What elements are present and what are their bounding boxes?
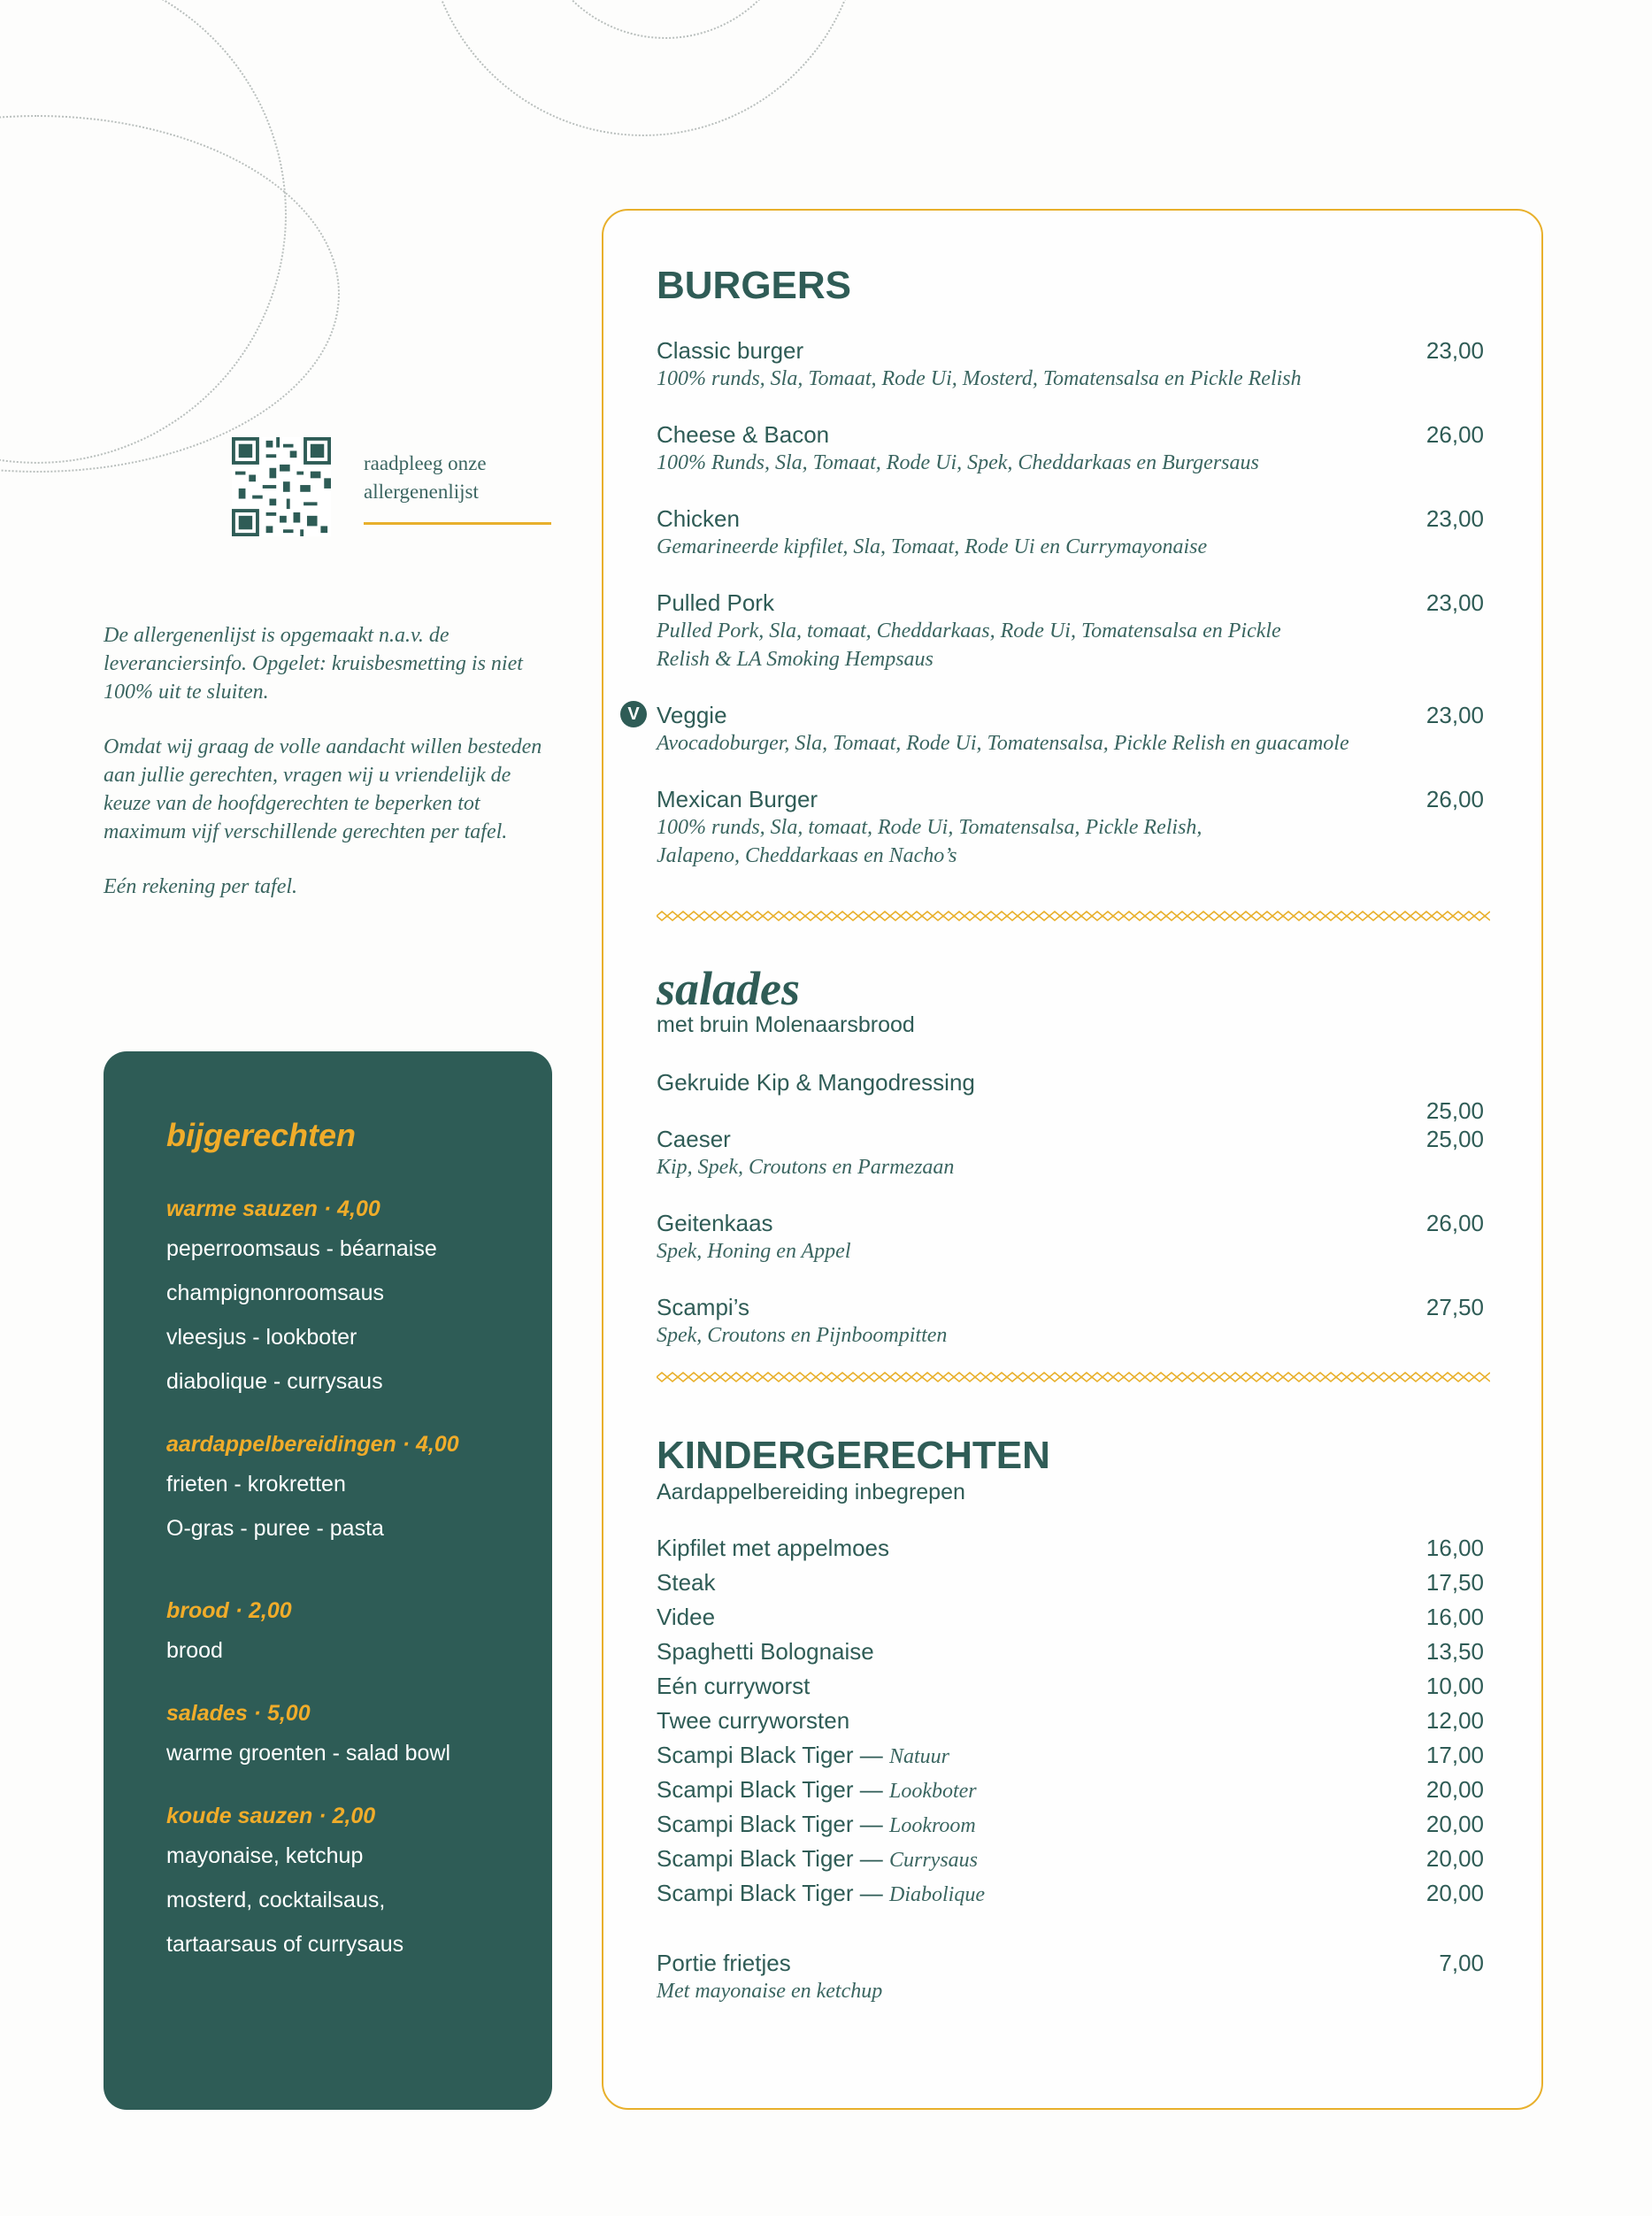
menu-item-chicken bbox=[657, 504, 1484, 561]
item-name: Scampi Black Tiger — Currysaus bbox=[657, 1845, 979, 1872]
side-item: mosterd, cocktailsaus, bbox=[166, 1888, 386, 1912]
side-group-heading: warme sauzen · 4,00 bbox=[166, 1196, 380, 1221]
allergen-line-2: allergenenlijst bbox=[364, 481, 479, 503]
menu-item-caeser bbox=[657, 1125, 1484, 1181]
item-price: 26,00 bbox=[1425, 786, 1484, 812]
item-price: 20,00 bbox=[1425, 1845, 1484, 1872]
item-name: Chicken bbox=[657, 505, 740, 532]
side-item: O-gras - puree - pasta bbox=[166, 1516, 384, 1541]
item-price: 10,00 bbox=[1425, 1673, 1484, 1699]
side-group-heading: koude sauzen · 2,00 bbox=[166, 1804, 376, 1828]
menu-item-veggie bbox=[657, 701, 1484, 758]
item-price: 16,00 bbox=[1425, 1604, 1484, 1630]
side-item: tartaarsaus of currysaus bbox=[166, 1932, 404, 1957]
item-price: 12,00 bbox=[1425, 1707, 1484, 1734]
allergen-underline bbox=[364, 522, 551, 525]
side-group-heading: aardappelbereidingen · 4,00 bbox=[166, 1432, 459, 1457]
item-name: Mexican Burger bbox=[657, 786, 818, 812]
decorative-circle bbox=[0, 115, 340, 473]
item-name: Scampi Black Tiger — Diabolique bbox=[657, 1880, 985, 1906]
item-description: Spek, Croutons en Pijnboompitten bbox=[657, 1324, 948, 1347]
item-name: Veggie bbox=[657, 702, 727, 728]
item-price: 17,00 bbox=[1425, 1742, 1484, 1768]
menu-item-geitenkaas bbox=[657, 1209, 1484, 1266]
item-name: Scampi Black Tiger — Lookroom bbox=[657, 1811, 976, 1837]
side-dishes-panel bbox=[104, 1051, 552, 2110]
item-price: 16,00 bbox=[1425, 1535, 1484, 1561]
vegetarian-badge-icon: V bbox=[620, 701, 647, 727]
note-allergen: De allergenenlijst is opgemaakt n.a.v. de leveranciersinfo. Opgelet: kruisbesmetting is niet 100% uit te sluiten. bbox=[104, 624, 523, 704]
item-name: Scampi’s bbox=[657, 1294, 750, 1320]
kids-subtitle: Aardappelbereiding inbegrepen bbox=[657, 1480, 965, 1504]
note-max-dishes: Omdat wij graag de volle aandacht willen besteden aan jullie gerechten, vragen wij u vriendelijk de keuze van de hoofdgerechten te beperken tot maximum vijf verschillende gerechten per tafel. bbox=[104, 735, 542, 843]
item-name: Spaghetti Bolognaise bbox=[657, 1638, 874, 1665]
item-description: Avocadoburger, Sla, Tomaat, Rode Ui, Tomatensalsa, Pickle Relish en guacamole bbox=[657, 732, 1349, 755]
item-name: Classic burger bbox=[657, 337, 804, 364]
item-name: Kipfilet met appelmoes bbox=[657, 1535, 890, 1561]
kids-item bbox=[657, 1876, 1484, 1911]
burgers-title: BURGERS bbox=[657, 264, 852, 307]
item-price: 25,00 bbox=[1425, 1097, 1484, 1124]
menu-item-cheese-bacon bbox=[657, 420, 1484, 477]
item-price: 20,00 bbox=[1425, 1880, 1484, 1906]
side-dishes-title: bijgerechten bbox=[166, 1117, 357, 1153]
item-name: Cheese & Bacon bbox=[657, 421, 830, 448]
side-item: vleesjus - lookboter bbox=[166, 1325, 357, 1350]
kids-item bbox=[657, 1635, 1484, 1669]
item-description: Met mayonaise en ketchup bbox=[657, 1980, 883, 2003]
salades-title: salades bbox=[657, 962, 800, 1015]
side-item: mayonaise, ketchup bbox=[166, 1843, 364, 1868]
qr-code-icon[interactable] bbox=[232, 437, 331, 536]
side-group-warm-sauces bbox=[166, 1191, 538, 1404]
menu-item-portie-frietjes bbox=[657, 1949, 1484, 2005]
item-price: 23,00 bbox=[1425, 337, 1484, 364]
menu-item-kip-mango bbox=[657, 1068, 1484, 1124]
salades-subtitle: met bruin Molenaarsbrood bbox=[657, 1012, 915, 1037]
side-group-cold-sauces bbox=[166, 1798, 538, 1966]
item-price: 25,00 bbox=[1425, 1126, 1484, 1152]
kids-item bbox=[657, 1531, 1484, 1566]
item-description: 100% runds, Sla, tomaat, Rode Ui, Tomatensalsa, Pickle Relish, Jalapeno, Cheddarkaas en Nacho’s bbox=[657, 816, 1203, 867]
item-name: Twee curryworsten bbox=[657, 1707, 850, 1734]
kids-item bbox=[657, 1704, 1484, 1738]
kids-item bbox=[657, 1842, 1484, 1876]
section-divider bbox=[657, 911, 1490, 921]
item-name: Scampi Black Tiger — Natuur bbox=[657, 1742, 949, 1768]
menu-item-mexican-burger bbox=[657, 785, 1484, 870]
item-description: 100% Runds, Sla, Tomaat, Rode Ui, Spek, Cheddarkaas en Burgersaus bbox=[657, 451, 1259, 474]
kids-item bbox=[657, 1807, 1484, 1842]
side-group-salads bbox=[166, 1696, 538, 1775]
kids-item bbox=[657, 1600, 1484, 1635]
item-price: 26,00 bbox=[1425, 421, 1484, 448]
side-group-bread bbox=[166, 1593, 538, 1673]
menu-item-scampis bbox=[657, 1293, 1484, 1350]
side-item: peperroomsaus - béarnaise bbox=[166, 1236, 437, 1261]
side-item: champignonroomsaus bbox=[166, 1281, 384, 1305]
side-group-heading: brood · 2,00 bbox=[166, 1598, 292, 1623]
kids-title: KINDERGERECHTEN bbox=[657, 1434, 1050, 1477]
allergen-line-1: raadpleeg onze bbox=[364, 452, 487, 474]
kids-item bbox=[657, 1773, 1484, 1807]
item-name: Steak bbox=[657, 1569, 716, 1596]
side-dishes-list bbox=[166, 1191, 538, 1989]
item-price: 13,50 bbox=[1425, 1638, 1484, 1665]
item-name: Gekruide Kip & Mangodressing bbox=[657, 1069, 975, 1096]
allergen-link-text[interactable] bbox=[364, 450, 558, 506]
item-price: 17,50 bbox=[1425, 1569, 1484, 1596]
side-group-potatoes bbox=[166, 1427, 538, 1550]
item-name: Caeser bbox=[657, 1126, 731, 1152]
item-name: Videe bbox=[657, 1604, 716, 1630]
side-item: warme groenten - salad bowl bbox=[166, 1741, 450, 1766]
kids-item bbox=[657, 1738, 1484, 1773]
side-item: frieten - krokretten bbox=[166, 1472, 346, 1497]
section-divider bbox=[657, 1372, 1490, 1382]
item-description: Spek, Honing en Appel bbox=[657, 1240, 851, 1263]
item-description: Pulled Pork, Sla, tomaat, Cheddarkaas, Rode Ui, Tomatensalsa en Pickle Relish & LA Smoking Hempsaus bbox=[657, 619, 1281, 671]
item-description: 100% runds, Sla, Tomaat, Rode Ui, Mosterd, Tomatensalsa en Pickle Relish bbox=[657, 367, 1302, 390]
item-price: 26,00 bbox=[1425, 1210, 1484, 1236]
side-item: diabolique - currysaus bbox=[166, 1369, 383, 1394]
item-name: Geitenkaas bbox=[657, 1210, 773, 1236]
item-price: 20,00 bbox=[1425, 1811, 1484, 1837]
menu-item-pulled-pork bbox=[657, 589, 1484, 673]
item-name: Eén curryworst bbox=[657, 1673, 811, 1699]
note-one-bill: Eén rekening per tafel. bbox=[104, 875, 298, 898]
menu-item-classic-burger bbox=[657, 336, 1484, 393]
side-group-heading: salades · 5,00 bbox=[166, 1701, 311, 1726]
item-description: Kip, Spek, Croutons en Parmezaan bbox=[657, 1156, 955, 1179]
item-price: 23,00 bbox=[1425, 505, 1484, 532]
side-item: brood bbox=[166, 1638, 223, 1663]
item-name: Portie frietjes bbox=[657, 1950, 791, 1976]
item-price: 23,00 bbox=[1425, 702, 1484, 728]
item-name: Pulled Pork bbox=[657, 589, 774, 616]
item-description: Gemarineerde kipfilet, Sla, Tomaat, Rode Ui en Currymayonaise bbox=[657, 535, 1208, 558]
item-price: 7,00 bbox=[1439, 1950, 1484, 1976]
item-price: 23,00 bbox=[1425, 589, 1484, 616]
item-price: 20,00 bbox=[1425, 1776, 1484, 1803]
item-name: Scampi Black Tiger — Lookboter bbox=[657, 1776, 977, 1803]
item-price: 27,50 bbox=[1425, 1294, 1484, 1320]
kids-item bbox=[657, 1669, 1484, 1704]
kids-item bbox=[657, 1566, 1484, 1600]
notes-block bbox=[104, 621, 546, 927]
